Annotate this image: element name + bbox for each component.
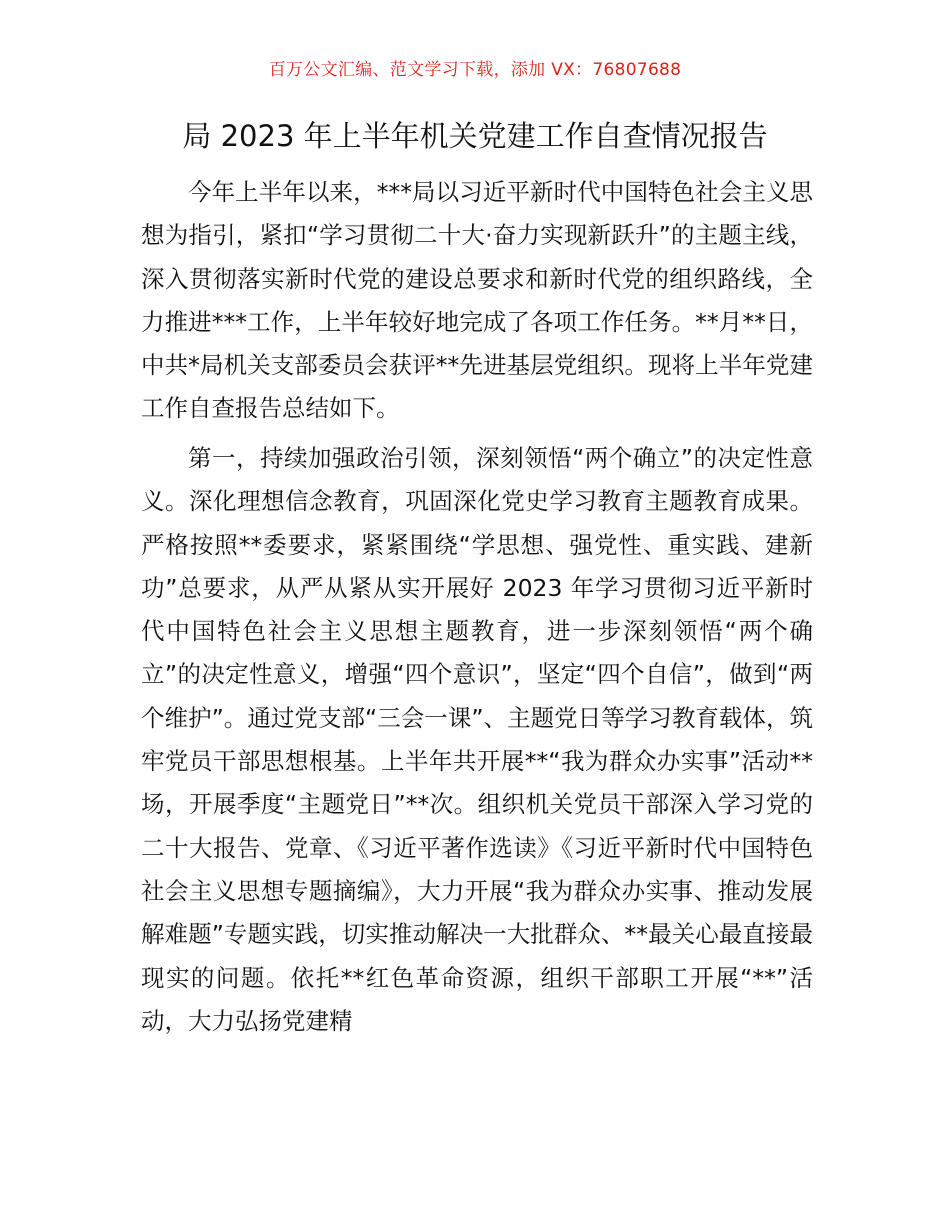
paragraph-intro: 今年上半年以来，***局以习近平新时代中国特色社会主义思想为指引，紧扣“学习贯彻二十大·奋力实现新跃升”的主题主线，深入贯彻落实新时代党的建设总要求和新时代党的组织路线，全力推进***工作，上半年较好地完成了各项工作任务。**月**日，中共*局机关支部委员会获评**先进基层党组织。现将上半年党建工作自查报告总结如下。 <box>141 178 813 423</box>
header-watermark-note: 百万公文汇编、范文学习下载，添加 VX：76807688 <box>268 60 682 80</box>
document-title: 局 2023 年上半年机关党建工作自查情况报告 <box>182 119 768 153</box>
paragraph-first-point: 第一，持续加强政治引领，深刻领悟“两个确立”的决定性意义。深化理想信念教育，巩固深化党史学习教育主题教育成果。严格按照**委要求，紧紧围绕“学思想、强党性、重实践、建新功”总要求，从严从紧从实开展好 2023 年学习贯彻习近平新时代中国特色社会主义思想主题教育，进一步深刻领悟“两个确立”的决定性意义，增强“四个意识”，坚定“四个自信”，做到“两个维护”。通过党支部“三会一课”、主题党日等学习教育载体，筑牢党员干部思想根基。上半年共开展**“我为群众办实事”活动**场，开展季度“主题党日”**次。组织机关党员干部深入学习党的二十大报告、党章、《习近平著作选读》《习近平新时代中国特色社会主义思想专题摘编》，大力开展“我为群众办实事、推动发展解难题”专题实践，切实推动解决一大批群众、**最关心最直接最现实的问题。依托**红色革命资源，组织干部职工开展“**”活动，大力弘扬党建精 <box>141 444 813 1035</box>
